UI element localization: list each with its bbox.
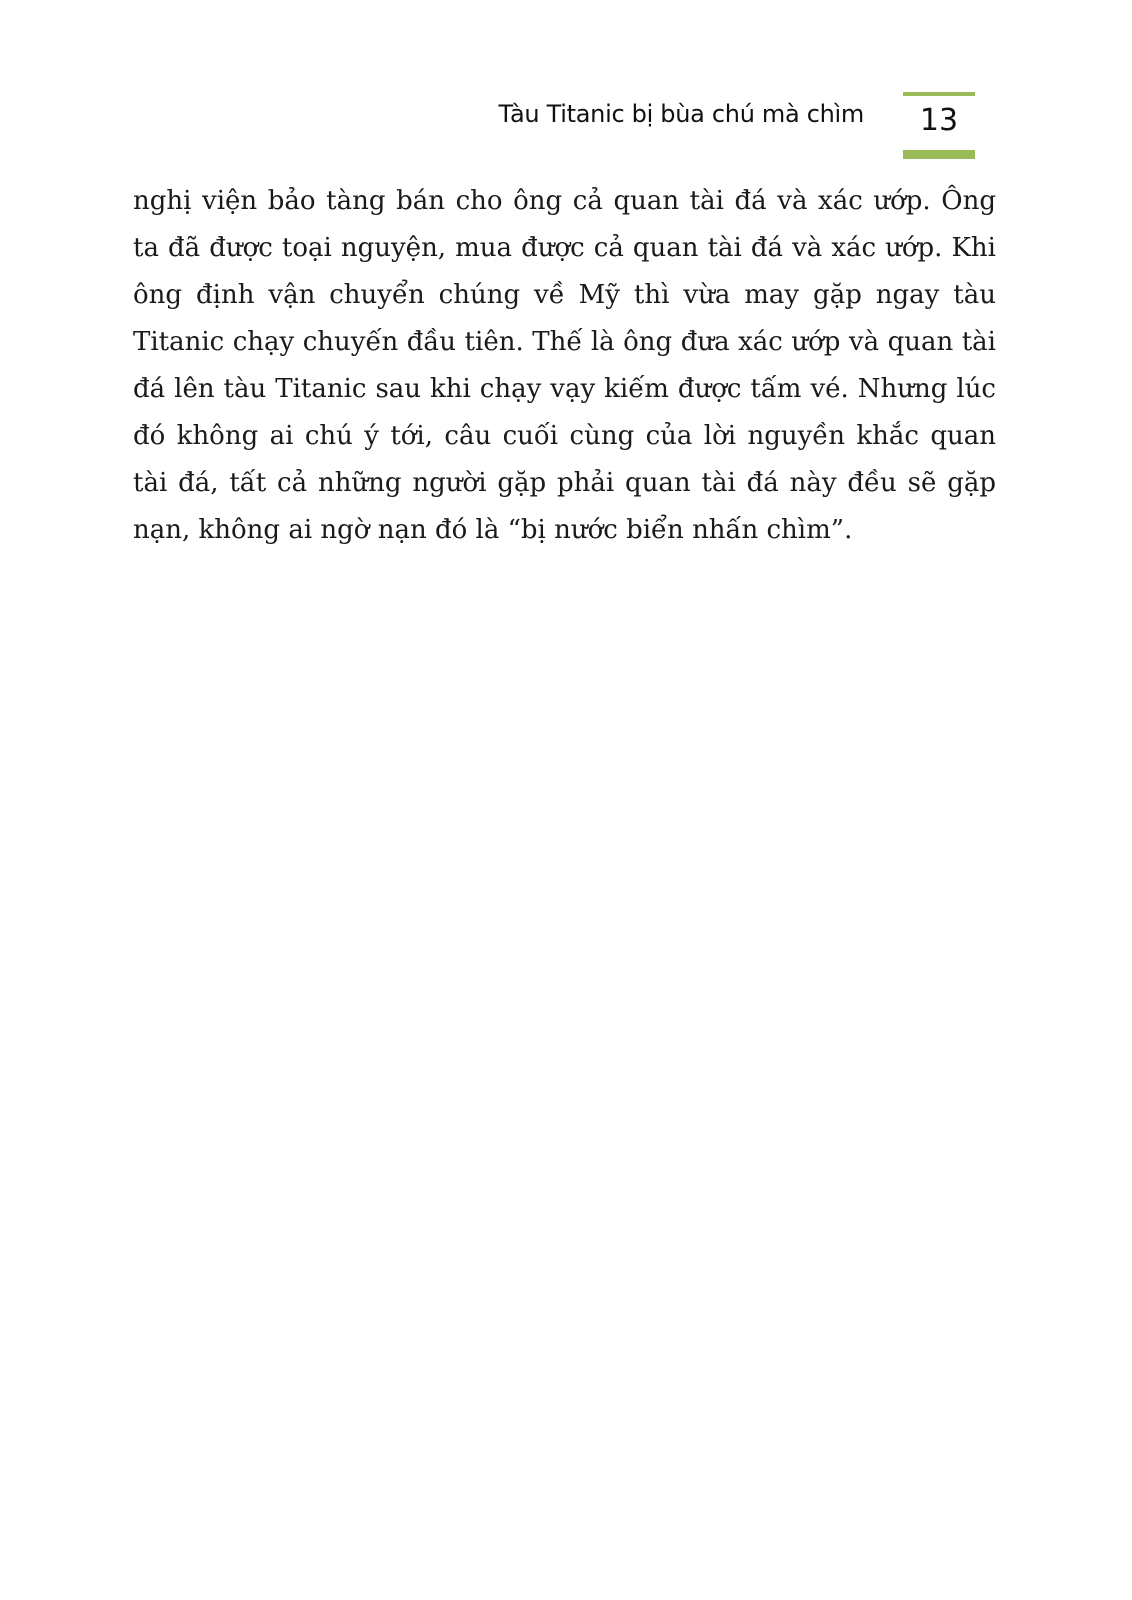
running-header-title: Tàu Titanic bị bùa chú mà chìm	[498, 100, 864, 128]
page-number-bottom-rule	[903, 150, 975, 159]
page-number-block	[903, 92, 975, 159]
page-number-top-rule	[903, 92, 975, 96]
body-paragraph: nghị viện bảo tàng bán cho ông cả quan tài đá và xác ướp. Ông ta đã được toại nguyện, mua được cả quan tài đá và xác ướp. Khi ông định vận chuyển chúng về Mỹ thì vừa may gặp ngay tàu Titanic chạy chuyến đầu tiên. Thế là ông đưa xác ướp và quan tài đá lên tàu Titanic sau khi chạy vạy kiếm được tấm vé. Nhưng lúc đó không ai chú ý tới, câu cuối cùng của lời nguyền khắc quan tài đá, tất cả những người gặp phải quan tài đá này đều sẽ gặp nạn, không ai ngờ nạn đó là “bị nước biển nhấn chìm”.	[133, 186, 996, 545]
page-number: 13	[919, 103, 959, 138]
